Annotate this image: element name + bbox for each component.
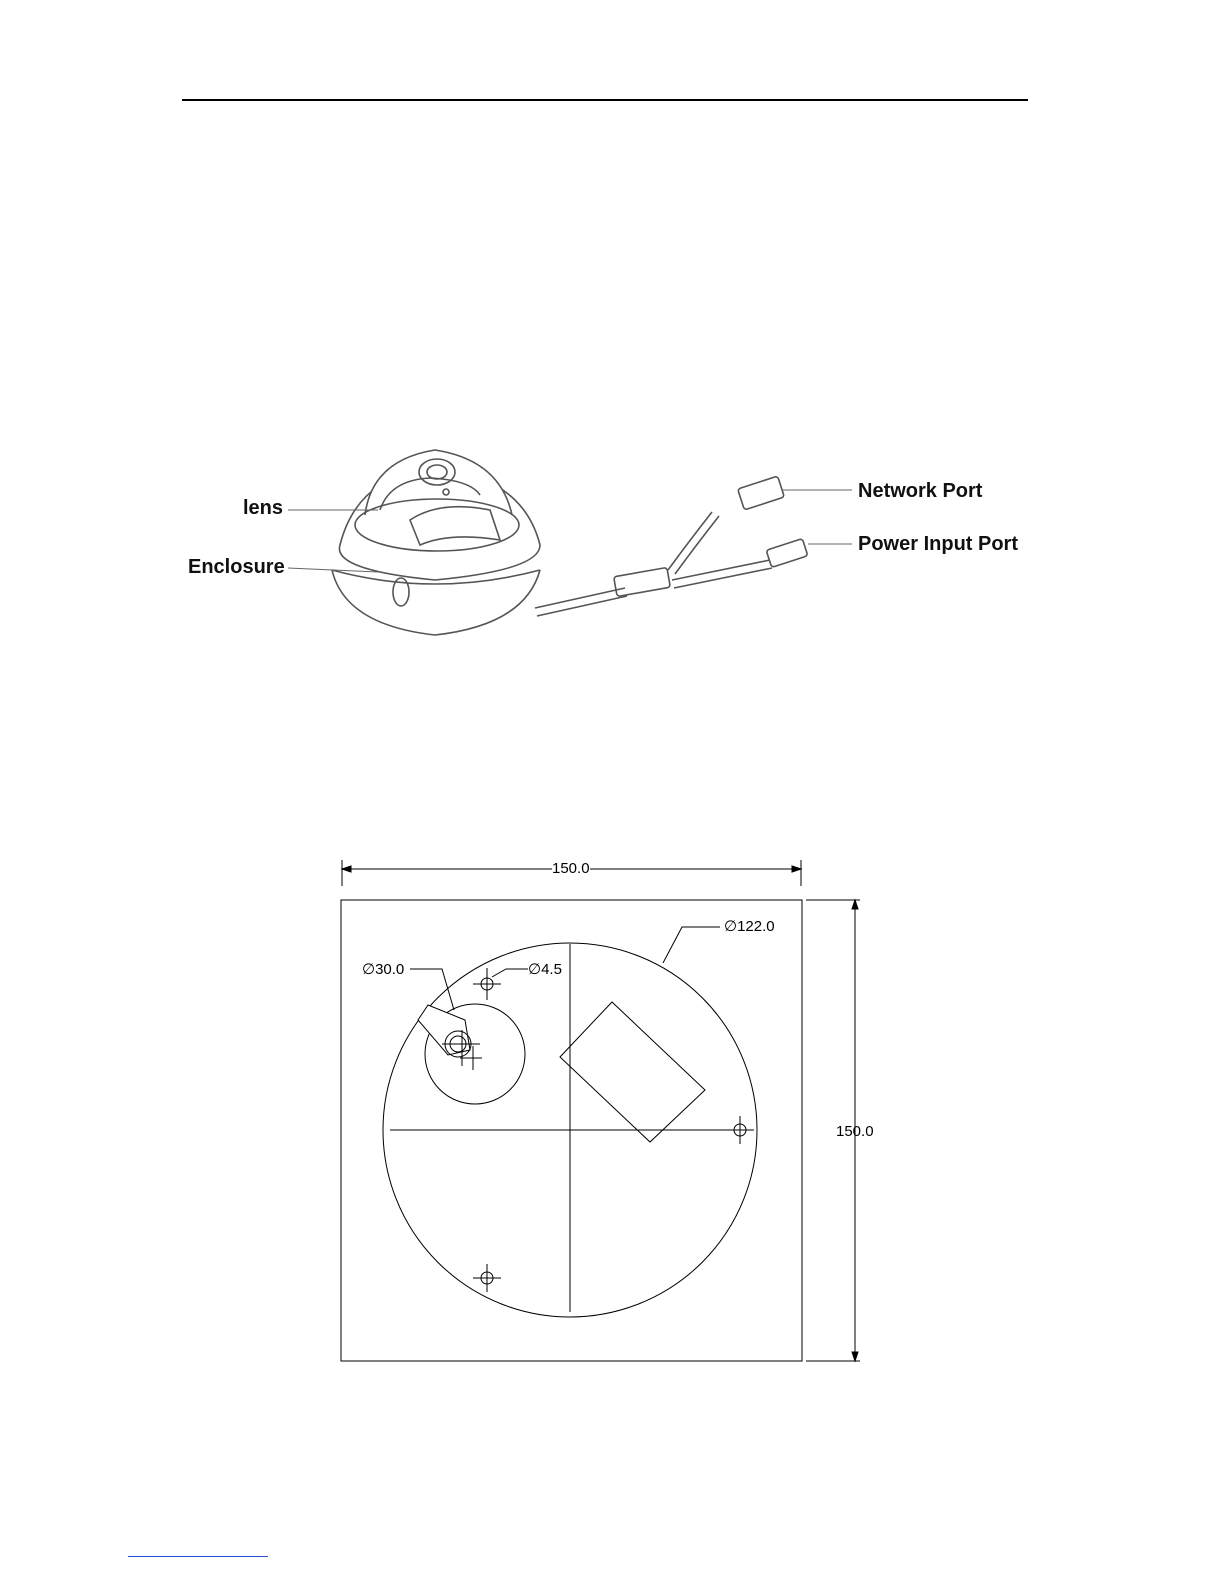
dim-width-label: 150.0 [552, 860, 590, 877]
callout-lens: lens [243, 497, 284, 519]
dim-hole-diameter-label: ∅4.5 [528, 961, 562, 978]
leader-outer-diameter [663, 927, 720, 963]
camera-figure [0, 420, 1224, 660]
network-port-connector [738, 476, 785, 510]
footnote-rule [128, 1556, 268, 1557]
screw-hole-right [726, 1116, 754, 1144]
leader-hole-diameter [492, 969, 533, 977]
dome-camera-illustration [0, 420, 1224, 660]
main-cable-edge [537, 596, 627, 616]
header-rule [182, 99, 1028, 101]
callout-enclosure: Enclosure [188, 556, 285, 578]
power-cable [672, 560, 770, 580]
dimension-drawing [320, 850, 900, 1380]
cable-junction [614, 567, 671, 596]
callout-power-input-port: Power Input Port [858, 533, 1018, 555]
dim-height-label: 150.0 [836, 1123, 874, 1140]
screw-hole-top [473, 968, 501, 1000]
dim-outer-diameter-label: ∅122.0 [724, 918, 775, 935]
callout-network-port: Network Port [858, 480, 983, 502]
power-port-connector [766, 539, 808, 568]
screw-hole-bottom [473, 1264, 501, 1292]
network-cable [668, 512, 712, 570]
dim-cable-diameter-label: ∅30.0 [362, 961, 405, 978]
network-cable-edge [675, 516, 719, 574]
mounting-template-svg [320, 850, 900, 1380]
label-rectangle [560, 1002, 705, 1142]
power-cable-edge [674, 568, 772, 588]
main-cable [535, 588, 625, 608]
